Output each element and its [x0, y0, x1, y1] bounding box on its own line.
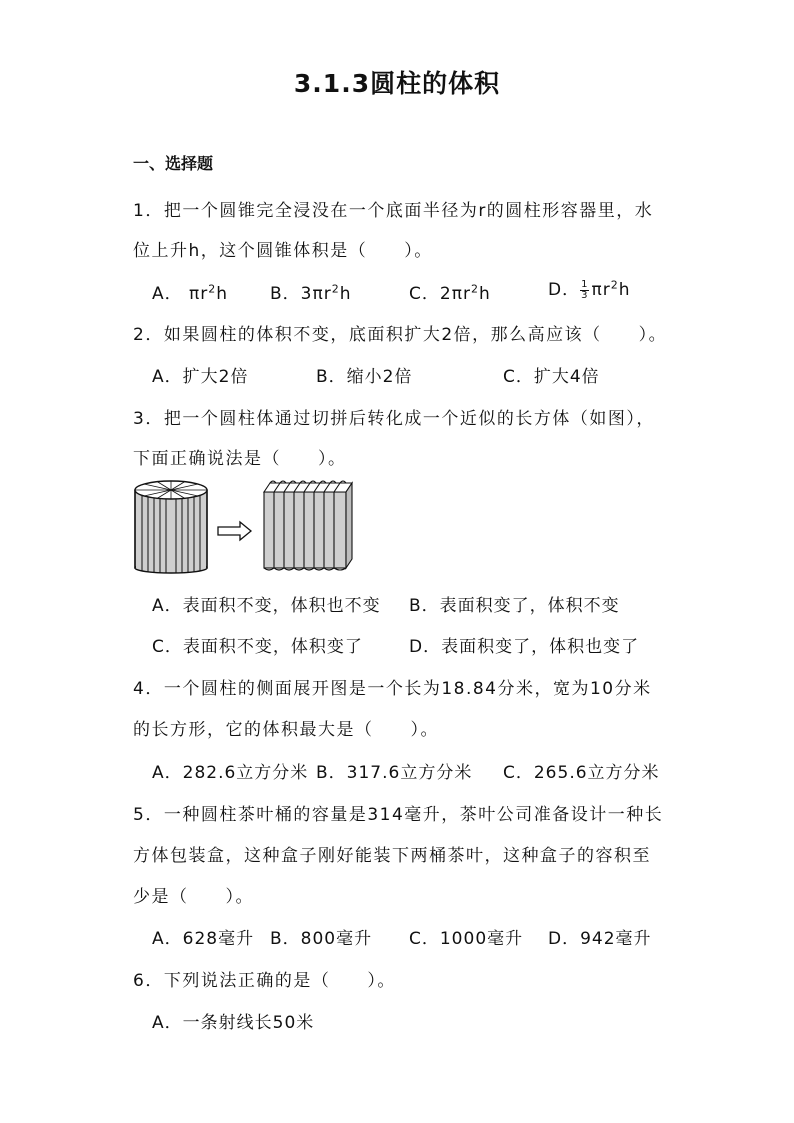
- q2-stem-line1: 2．如果圆柱的体积不变，底面积扩大2倍，那么高应该（ ）。: [133, 325, 668, 345]
- q1-option-b[interactable]: B．$3\pi r^2h$: [270, 282, 352, 304]
- q4-option-c[interactable]: C．265.6立方分米: [503, 763, 660, 783]
- q5-option-d[interactable]: D．942毫升: [548, 929, 652, 949]
- q4-stem-line2: 的长方形，它的体积最大是（ ）。: [133, 720, 439, 740]
- q2-option-a[interactable]: A．扩大2倍: [152, 367, 249, 387]
- q6-stem-line1: 6．下列说法正确的是（ ）。: [133, 971, 396, 991]
- q3-option-b[interactable]: B．表面积变了，体积不变: [409, 596, 620, 616]
- page-title: 3.1.3圆柱的体积: [293, 69, 501, 98]
- q3-stem-line1: 3．把一个圆柱体通过切拼后转化成一个近似的长方体（如图），: [133, 409, 655, 429]
- q3-option-c[interactable]: C．表面积不变，体积变了: [152, 637, 363, 657]
- q4-option-a[interactable]: A．282.6立方分米: [152, 763, 309, 783]
- q1-option-a[interactable]: A． $\pi r^2h$: [152, 282, 229, 304]
- q1-option-d[interactable]: D． $\frac{1}{3}$ $\pi r^2h$: [548, 278, 631, 301]
- q6-option-a[interactable]: A．一条射线长50米: [152, 1013, 315, 1033]
- q2-option-c[interactable]: C．扩大4倍: [503, 367, 600, 387]
- q4-option-b[interactable]: B．317.6立方分米: [316, 763, 473, 783]
- q1-stem-line2: 位上升h，这个圆锥体积是（ ）。: [133, 241, 433, 261]
- cylinder-to-cuboid-figure: [132, 478, 356, 574]
- q3-stem-line2: 下面正确说法是（ ）。: [133, 449, 347, 469]
- cuboid-slices: [264, 481, 352, 570]
- q3-option-d[interactable]: D．表面积变了，体积也变了: [409, 637, 640, 657]
- arrow-right-icon: [218, 522, 251, 540]
- fraction-one-third: $\frac{1}{3}$: [581, 278, 589, 301]
- q4-stem-line1: 4．一个圆柱的侧面展开图是一个长为18.84分米，宽为10分米: [133, 679, 652, 699]
- q3-option-a[interactable]: A．表面积不变，体积也不变: [152, 596, 381, 616]
- q2-option-b[interactable]: B．缩小2倍: [316, 367, 413, 387]
- q5-stem-line3: 少是（ ）。: [133, 887, 254, 907]
- q5-stem-line1: 5．一种圆柱茶叶桶的容量是314毫升，茶叶公司准备设计一种长: [133, 805, 664, 825]
- q5-stem-line2: 方体包装盒，这种盒子刚好能装下两桶茶叶，这种盒子的容积至: [133, 846, 651, 866]
- q5-option-a[interactable]: A．628毫升: [152, 929, 255, 949]
- q5-option-c[interactable]: C．1000毫升: [409, 929, 524, 949]
- q5-option-b[interactable]: B．800毫升: [270, 929, 373, 949]
- section-heading: 一、选择题: [133, 154, 214, 173]
- q1-stem-line1: 1．把一个圆锥完全浸没在一个底面半径为r的圆柱形容器里，水: [133, 201, 654, 221]
- q1-option-c[interactable]: C．$2\pi r^2h$: [409, 282, 491, 304]
